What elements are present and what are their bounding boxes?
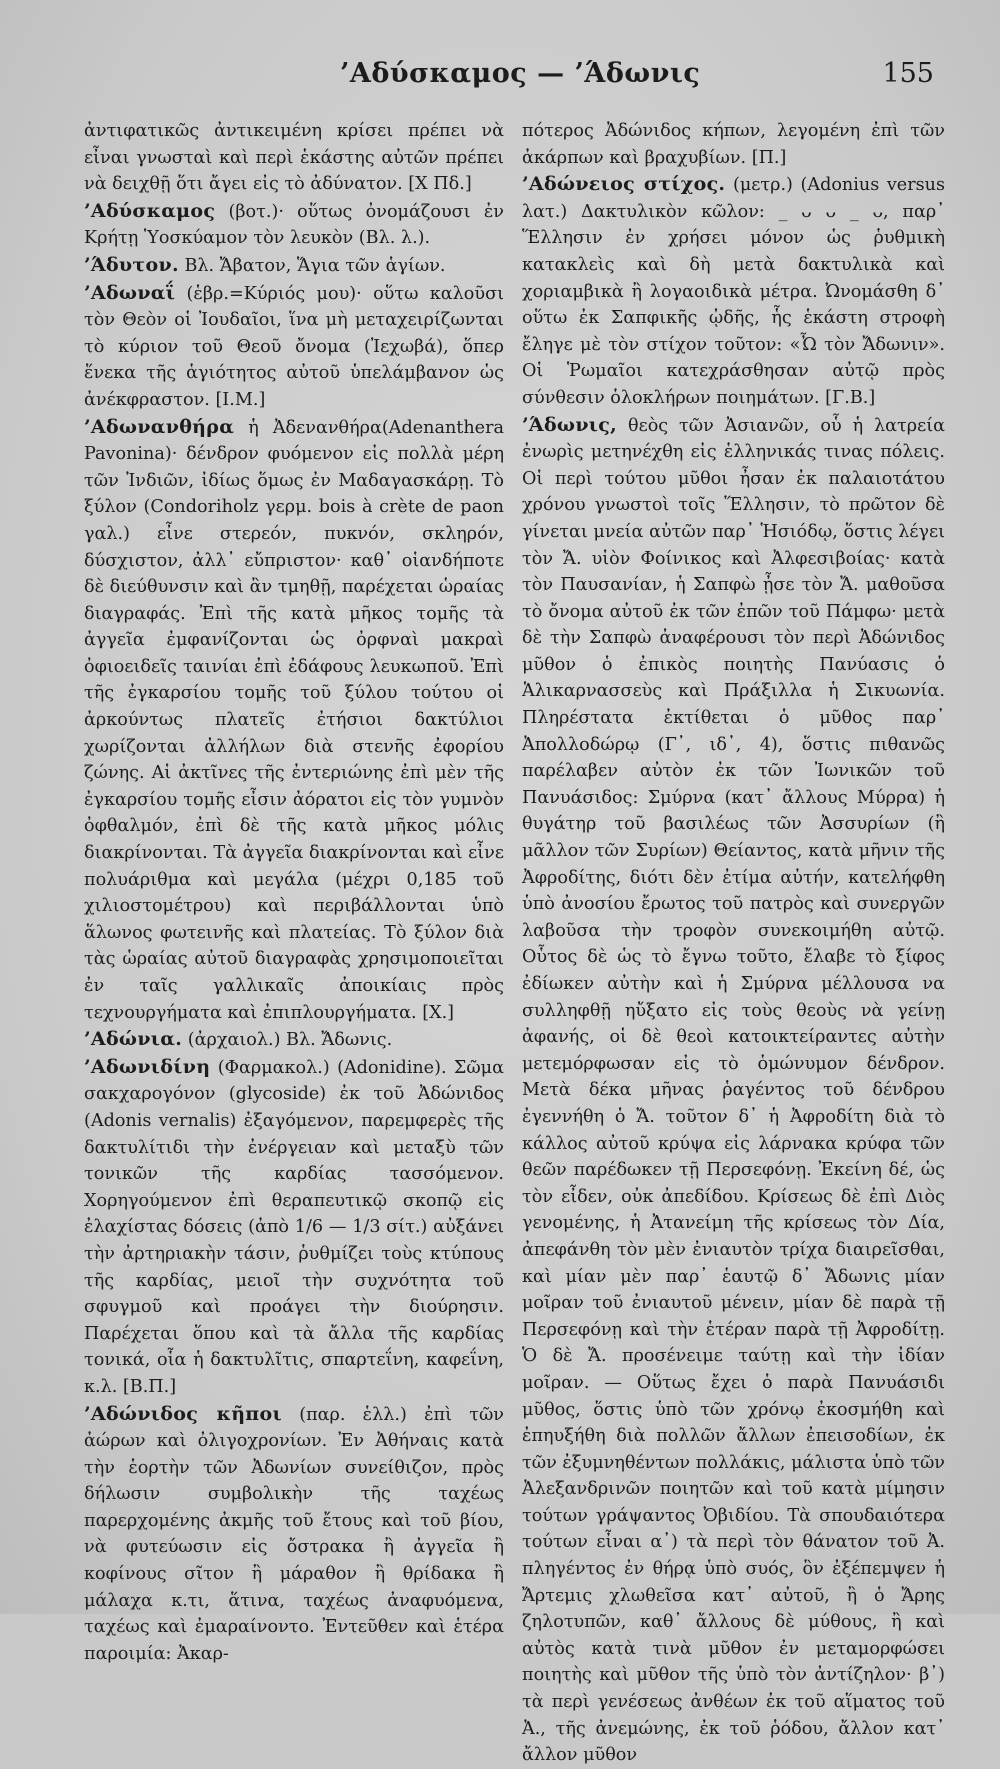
entry-headword: ’Αδώνιδος κῆποι	[84, 1402, 282, 1425]
entry-text: Βλ. Ἄβατον, Ἅγια τῶν ἁγίων.	[178, 255, 446, 276]
dictionary-entry	[84, 1054, 504, 1401]
entry-headword: ’Αδωνανθήρα	[84, 415, 235, 438]
dictionary-entry	[522, 412, 945, 1769]
page-header	[0, 58, 1000, 98]
entry-text: (βοτ.)· οὕτως ὀνομάζουσι ἐν Κρήτῃ Ὑοσκύαμον τὸν λευκὸν (Βλ. λ.).	[84, 201, 504, 249]
entry-text: (ἑβρ.=Κύριός μου)· οὕτω καλοῦσι τὸν Θεὸν οἱ Ἰουδαῖοι, ἵνα μὴ μεταχειρίζωνται τὸ κύριον τοῦ Θεοῦ ὄνομα (Ἰεχωβά), ὅπερ ἕνεκα τῆς ἁγιότητος αὐτοῦ ὑπελάμβανον ὡς ἀνέκφραστον. [Ι.Μ.]	[84, 283, 504, 410]
dictionary-entry	[84, 198, 504, 252]
left-column	[84, 118, 504, 1667]
dictionary-entry	[84, 1401, 504, 1668]
dictionary-entry	[84, 280, 504, 414]
entry-text: (Φαρμακολ.) (Adonidine). Σῶμα σακχαρογόνον (glycoside) ἐκ τοῦ Ἀδώνιδος (Adonis vernalis) ἐξαγόμενον, παρεμφερὲς τῆς δακτυλίτιδι τὴν ἐνέργειαν καὶ μεταξὺ τῶν τονικῶν τῆς καρδίας τασσόμενον. Χορηγούμενον ἐπὶ θεραπευτικῷ σκοπῷ εἰς ἐλαχίστας δόσεις (ἀπὸ 1/6 — 1/3 σίτ.) αὐξάνει τὴν ἀρτηριακὴν τάσιν, ῥυθμίζει τοὺς κτύπους τῆς καρδίας, μειοῖ τὴν συχνότητα τοῦ σφυγμοῦ καὶ προάγει τὴν διούρησιν. Παρέχεται ὅπου καὶ τὰ ἄλλα τῆς καρδίας τονικά, οἷα ἡ δακτυλῖτις, σπαρτεΐνη, καφεΐνη, κ.λ. [Β.Π.]	[84, 1057, 504, 1397]
entry-text: θεὸς τῶν Ἀσιανῶν, οὗ ἡ λατρεία ἐνωρὶς μετηνέχθη εἰς ἑλληνικάς τινας πόλεις. Οἱ περὶ τούτου μῦθοι ἦσαν ἐκ παλαιοτάτου χρόνου γνωστοὶ τοῖς Ἕλλησιν, τὸ πρῶτον δὲ γίνεται μνεία αὐτῶν παρ᾽ Ἡσιόδῳ, ὅστις λέγει τὸν Ἄ. υἱὸν Φοίνικος καὶ Ἀλφεσιβοίας· κατὰ τὸν Παυσανίαν, ἡ Σαπφὼ ᾖσε τὸν Ἄ. μαθοῦσα τὸ ὄνομα αὐτοῦ ἐκ τῶν ἐπῶν τοῦ Πάμφω· μετὰ δὲ τὴν Σαπφὼ ἀναφέρουσι τὸν περὶ Ἀδώνιδος μῦθον ὁ ἐπικὸς ποιητὴς Πανύασις ὁ Ἁλικαρνασσεὺς καὶ Πράξιλλα ἡ Σικυωνία. Πληρέστατα ἐκτίθεται ὁ μῦθος παρ᾽ Ἀπολλοδώρῳ (Γ᾽, ιδ᾽, 4), ὅστις πιθανῶς παρέλαβεν αὐτὸν ἐκ τῶν Ἰωνικῶν τοῦ Πανυάσιδος: Σμύρνα (κατ᾽ ἄλλους Μύρρα) ἡ θυγάτηρ τοῦ βασιλέως τῶν Ἀσσυρίων (ἢ μᾶλλον τῶν Συρίων) Θείαντος, κατὰ μῆνιν τῆς Ἀφροδίτης, διότι δὲν ἐτίμα αὐτήν, κατελήφθη ὑπὸ ἀνοσίου ἔρωτος τοῦ πατρὸς καὶ συνεργῶν λαβοῦσα τὴν τροφὸν συνεκοιμήθη αὐτῷ. Οὗτος δὲ ὡς τὸ ἔγνω τοῦτο, ἔλαβε τὸ ξίφος ἐδίωκεν αὐτὴν καὶ ἡ Σμύρνα μέλλουσα να συλληφθῇ ηὔξατο εἰς τοὺς θεοὺς νὰ γείνῃ ἀφανής, οἱ δὲ θεοὶ κατοικτείραντες αὐτὴν μετεμόρφωσαν εἰς τὸ ὁμώνυμον δένδρον. Μετὰ δέκα μῆνας ῥαγέντος τοῦ δένδρου ἐγεννήθη ὁ Ἄ. τοῦτον δ᾽ ἡ Ἀφροδίτη διὰ τὸ κάλλος αὐτοῦ κρύψα εἰς λάρνακα κρύφα τῶν θεῶν παρέδωκεν τῇ Περσεφόνῃ. Ἐκείνη δέ, ὡς τὸν εἶδεν, οὐκ ἀπεδίδου. Κρίσεως δὲ ἐπὶ Διὸς γενομένης, ἡ Ἀτανείμη τῆς κρίσεως τὸν Δία, ἀπεφάνθη τὸν μὲν ἐνιαυτὸν τρίχα διαιρεῖσθαι, καὶ μίαν μὲν παρ᾽ ἑαυτῷ δ᾽ Ἄδωνις μίαν μοῖραν τοῦ ἐνιαυτοῦ μένειν, μίαν δὲ παρὰ τῇ Περσεφόνῃ καὶ τὴν ἑτέραν παρὰ τῇ Ἀφροδίτῃ. Ὁ δὲ Ἄ. προσένειμε ταύτῃ καὶ τὴν ἰδίαν μοῖραν. — Οὕτως ἔχει ὁ παρὰ Πανυάσιδι μῦθος, ὅστις ὑπὸ τῶν χρόνῳ ἐκοσμήθη καὶ ἐπηυξήθη διὰ πολλῶν ἄλλων ἐπεισοδίων, ἐκ τῶν ἐξυμνηθέντων πολλάκις, μάλιστα ὑπὸ τῶν Ἀλεξανδρινῶν ποιητῶν καὶ τοῦ κατὰ μίμησιν τούτων γράψαντος Ὀβιδίου. Τὰ σπουδαιότερα τούτων εἶναι α᾽) τὰ περὶ τὸν θάνατον τοῦ Ἀ. πληγέντος ἐν θήρᾳ ὑπὸ συός, ὃν ἐξέπεμψεν ἡ Ἄρτεμις χλωθεῖσα κατ᾽ αὐτοῦ, ἢ ὁ Ἄρης ζηλοτυπῶν, καθ᾽ ἄλλους δὲ μύθους, ἢ καὶ αὐτὸς κατὰ τινὰ μῦθον ἐν μεταμορφώσει ποιητὴς καὶ μῦθον τῆς ὑπὸ τὸν ἀντίζηλον· β᾽) τὰ περὶ γενέσεως ἀνθέων ἐκ τοῦ αἵματος τοῦ Ἀ., τῆς ἀνεμώνης, ἐκ τοῦ ῥόδου, ἄλλον κατ᾽ ἄλλον μῦθον	[522, 415, 945, 1766]
entry-text: ἀντιφατικῶς ἀντικειμένη κρίσει πρέπει νὰ εἶναι γνωσταὶ καὶ περὶ ἑκάστης αὐτῶν πρέπει νὰ δειχθῇ ὅτι ἄγει εἰς τὸ ἀδύνατον. [Χ Πδ.]	[84, 121, 504, 195]
dictionary-entry	[84, 118, 504, 198]
entry-headword: ’Αδωνιδίνη	[84, 1055, 211, 1078]
entry-headword: ’Αδώνειος στίχος.	[522, 173, 726, 196]
dictionary-entry	[84, 414, 504, 1027]
dictionary-entry	[84, 252, 504, 280]
dictionary-entry	[522, 118, 945, 171]
running-head: ’Αδύσκαμος — ’Άδωνις	[340, 58, 701, 89]
right-column	[522, 118, 945, 1769]
entry-headword: ’Άδυτον.	[84, 253, 179, 276]
dictionary-entry	[84, 1026, 504, 1054]
entry-headword: ’Αδωναΐ	[84, 281, 176, 304]
page-number: 155	[882, 58, 934, 89]
entry-text: (παρ. ἑλλ.) ἐπὶ τῶν ἀώρων καὶ ὀλιγοχρονίων. Ἐν Ἀθήναις κατὰ τὴν ἑορτὴν τῶν Ἀδωνίων συνείθιζον, πρὸς δήλωσιν συμβολικὴν τῆς ταχέως παρερχομένης ἀκμῆς τοῦ ἔτους καὶ τοῦ βίου, νὰ φυτεύωσιν εἰς ὄστρακα ἢ ἀγγεῖα ἢ κοφίνους σῖτον ἢ μάραθον ἢ θρίδακα ἢ μάλαχα κ.τι, ἅτινα, ταχέως ἀναφυόμενα, ταχέως καὶ ἐμαραίνοντο. Ἐντεῦθεν καὶ ἑτέρα παροιμία: Ἀκαρ-	[84, 1404, 504, 1664]
dictionary-entry	[522, 171, 945, 411]
entry-text: πότερος Ἀδώνιδος κήπων, λεγομένη ἐπὶ τῶν ἀκάρπων καὶ βραχυβίων. [Π.]	[522, 121, 945, 168]
entry-text: (ἀρχαιολ.) Βλ. Ἄδωνις.	[182, 1030, 393, 1051]
entry-headword: ’Αδώνια.	[84, 1028, 183, 1051]
entry-text: ἡ Ἀδενανθήρα(Adenanthera Pavonina)· δένδρον φυόμενον εἰς πολλὰ μέρη τῶν Ἰνδιῶν, ἰδίως ὅμως ἐν Μαδαγασκάρῃ. Τὸ ξύλον (Condoriholz γερμ. bois à crète de paon γαλ.) εἶνε στερεόν, πυκνόν, σκληρόν, δύσχιστον, ἀλλ᾽ εὔπριστον· καθ᾽ οἱανδήποτε δὲ διεύθυνσιν καὶ ἂν τμηθῇ, παρέχεται ὡραίας διαγραφάς. Ἐπὶ τῆς κατὰ μῆκος τομῆς τὰ ἀγγεῖα ἐμφανίζονται ὡς ὀρφναὶ μακραὶ ὀφιοειδεῖς ταινίαι ἐπὶ ἐδάφους λευκωποῦ. Ἐπὶ τῆς ἐγκαρσίου τομῆς τοῦ ξύλου τούτου οἱ ἀρκούντως πλατεῖς ἐτήσιοι δακτύλιοι χωρίζονται ἀλλήλων διὰ στενῆς ἐφορίου ζώνης. Αἱ ἀκτῖνες τῆς ἐντεριώνης ἐπὶ μὲν τῆς ἐγκαρσίου τομῆς εἶσιν ἀόρατοι εἰς τὸν γυμνὸν ὀφθαλμόν, ἐπὶ δὲ τῆς κατὰ μῆκος μόλις διακρίνονται. Τὰ ἀγγεῖα διακρίνονται καὶ εἶνε πολυάριθμα καὶ μεγάλα (μέχρι 0,185 τοῦ χιλιοστομέτρου) καὶ περιβάλλονται ὑπὸ ἅλωνος φωτεινῆς καὶ πλατείας. Τὸ ξύλον διὰ τὰς ὡραίας αὐτοῦ διαγραφὰς χρησιμοποιεῖται ἐν ταῖς γαλλικαῖς ἀποικίαις πρὸς τεχνουργήματα καὶ ἐπιπλουργήματα. [Χ.]	[84, 417, 504, 1023]
entry-text: (μετρ.) (Adonius versus λατ.) Δακτυλικὸν κῶλον: _ ᴗ ᴗ _ ᴗ, παρ᾽ Ἕλλησιν ἐν χρήσει μόνον ὡς ῥυθμικὴ κατακλεὶς καὶ δὴ μετὰ δακτυλικὰ καὶ χοριαμβικὰ ἢ λογαοιδικὰ μέτρα. Ὠνομάσθη δ᾽ οὕτω ἐκ Σαπφικῆς ᾠδῆς, ἧς ἑκάστη στροφὴ ἔληγε μὲ τὸν στίχον τοῦτον: «Ὦ τὸν Ἄδωνιν». Οἱ Ῥωμαῖοι κατεχράσθησαν αὐτῷ πρὸς σύνθεσιν ὁλοκλήρων ποιημάτων. [Γ.Β.]	[522, 175, 945, 408]
entry-headword: ’Άδωνις,	[522, 413, 618, 436]
entry-headword: ’Αδύσκαμος	[84, 199, 216, 222]
